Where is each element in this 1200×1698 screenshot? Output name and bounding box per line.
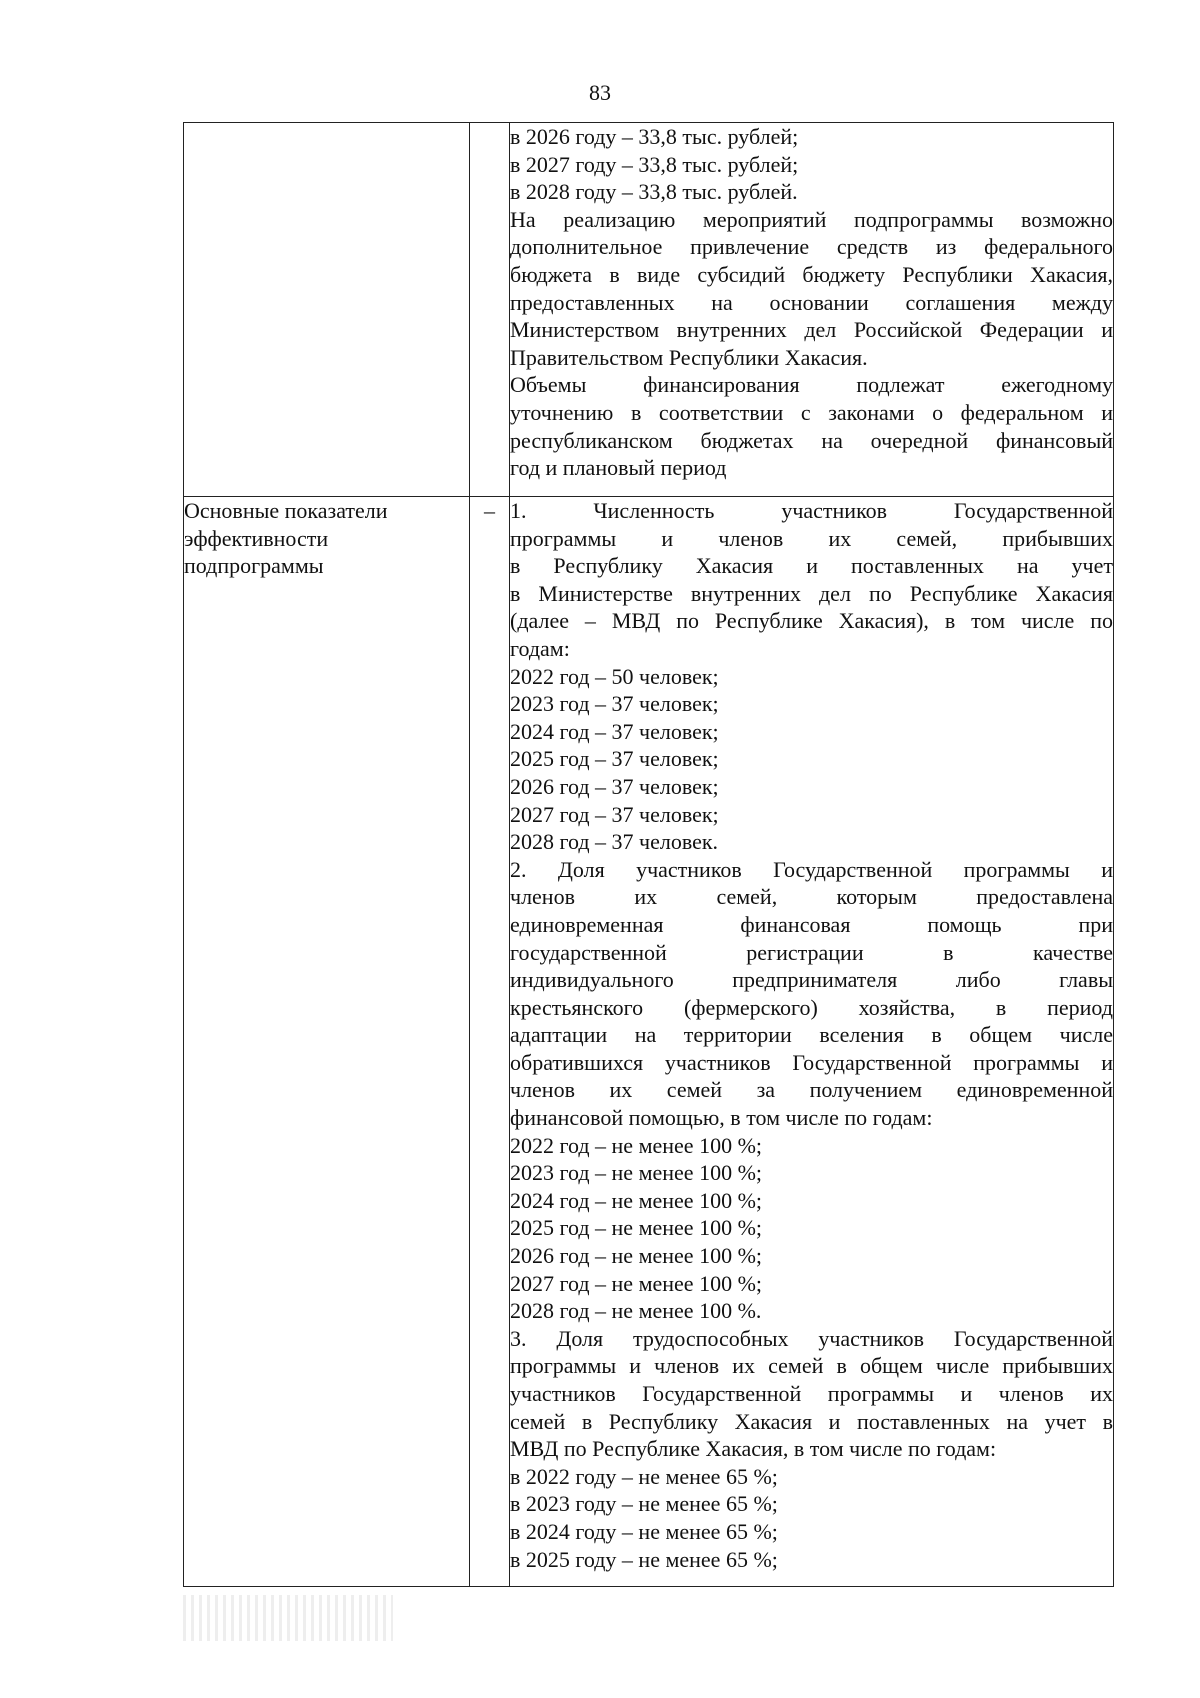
content-line: 2028 год – 37 человек. <box>510 829 719 855</box>
content-line: Министерством внутренних дел Российской Федерации и <box>510 317 1113 343</box>
content-line: 2026 год – не менее 100 %; <box>510 1243 763 1269</box>
content-line: 1. Численность участников Государственной <box>510 498 1113 523</box>
content-line: в Республику Хакасия и поставленных на учет <box>510 553 1113 579</box>
content-line: 2027 год – не менее 100 %; <box>510 1270 763 1296</box>
scan-smudge <box>183 1595 393 1641</box>
content-line: 2027 год – 37 человек; <box>510 801 719 827</box>
parameter-label-line: Основные показатели <box>184 498 388 523</box>
table-row <box>184 497 1114 1587</box>
content-line: в 2025 году – не менее 65 %; <box>510 1546 778 1572</box>
content-line: членов их семей за получением единовременной <box>510 1077 1113 1103</box>
content-line: индивидуального предпринимателя либо главы <box>510 967 1113 993</box>
content-line: участников Государственной программы и членов их <box>510 1381 1113 1406</box>
content-line: МВД по Республике Хакасия, в том числе по годам: <box>510 1436 997 1462</box>
dash-cell <box>470 123 510 497</box>
content-line: программы и членов их семей, прибывших <box>510 525 1113 551</box>
content-line: семей в Республику Хакасия и поставленных на учет в <box>510 1408 1113 1434</box>
content-line: 2023 год – не менее 100 %; <box>510 1160 763 1186</box>
content-line: в 2026 году – 33,8 тыс. рублей; <box>510 124 799 149</box>
table-row <box>184 123 1114 497</box>
passport-table <box>183 122 1114 1587</box>
content-line: Объемы финансирования подлежат ежегодному <box>510 372 1113 398</box>
content-line: 2024 год – не менее 100 %; <box>510 1187 763 1213</box>
parameter-label-line: подпрограммы <box>184 553 324 579</box>
content-line: 2026 год – 37 человек; <box>510 773 719 799</box>
content-line: членов их семей, которым предоставлена <box>510 884 1113 910</box>
content-line: дополнительное привлечение средств из федерального <box>510 234 1113 260</box>
content-line: крестьянского (фермерского) хозяйства, в период <box>510 994 1113 1020</box>
parameter-label-cell <box>184 123 470 497</box>
content-line: единовременная финансовая помощь при <box>510 911 1113 937</box>
content-line: 2023 год – 37 человек; <box>510 691 719 717</box>
content-line: в 2023 году – не менее 65 %; <box>510 1491 778 1517</box>
content-line: в Министерстве внутренних дел по Республике Хакасия <box>510 580 1113 606</box>
content-line: государственной регистрации в качестве <box>510 939 1113 965</box>
content-line: 2025 год – не менее 100 %; <box>510 1215 763 1241</box>
page-number: 83 <box>589 80 611 105</box>
content-line: программы и членов их семей в общем числе прибывших <box>510 1353 1113 1379</box>
content-line: 2. Доля участников Государственной программы и <box>510 856 1113 882</box>
dash-separator: – <box>484 498 495 523</box>
content-line: год и плановый период <box>510 455 727 481</box>
content-line: 2022 год – 50 человек; <box>510 663 719 689</box>
content-line: адаптации на территории вселения в общем числе <box>510 1022 1113 1048</box>
content-line: в 2024 году – не менее 65 %; <box>510 1518 778 1544</box>
content-line: 3. Доля трудоспособных участников Государственной <box>510 1325 1113 1351</box>
content-line: 2024 год – 37 человек; <box>510 718 719 744</box>
content-line: обратившихся участников Государственной программы и <box>510 1049 1113 1075</box>
content-line: 2025 год – 37 человек; <box>510 746 719 772</box>
content-line: в 2028 году – 33,8 тыс. рублей. <box>510 179 798 205</box>
content-line: в 2022 году – не менее 65 %; <box>510 1463 778 1489</box>
content-line: годам: <box>510 635 570 661</box>
content-line: 2022 год – не менее 100 %; <box>510 1132 763 1158</box>
parameter-content-cell <box>510 497 1114 1587</box>
content-line: финансовой помощью, в том числе по годам: <box>510 1105 933 1131</box>
content-line: в 2027 году – 33,8 тыс. рублей; <box>510 151 799 177</box>
content-line: предоставленных на основании соглашения между <box>510 289 1113 315</box>
dash-cell <box>470 497 510 1587</box>
parameter-label-cell <box>184 497 470 1587</box>
parameter-content-cell <box>510 123 1114 497</box>
content-line: уточнению в соответствии с законами о федеральном и <box>510 399 1113 425</box>
content-line: 2028 год – не менее 100 %. <box>510 1298 762 1324</box>
content-line: (далее – МВД по Республике Хакасия), в том числе по <box>510 608 1113 634</box>
parameter-label-line: эффективности <box>184 525 329 551</box>
content-line: республиканском бюджетах на очередной финансовый <box>510 427 1113 453</box>
content-line: Правительством Республики Хакасия. <box>510 344 868 370</box>
content-line: бюджета в виде субсидий бюджету Республики Хакасия, <box>510 261 1113 287</box>
content-line: На реализацию мероприятий подпрограммы возможно <box>510 206 1113 232</box>
